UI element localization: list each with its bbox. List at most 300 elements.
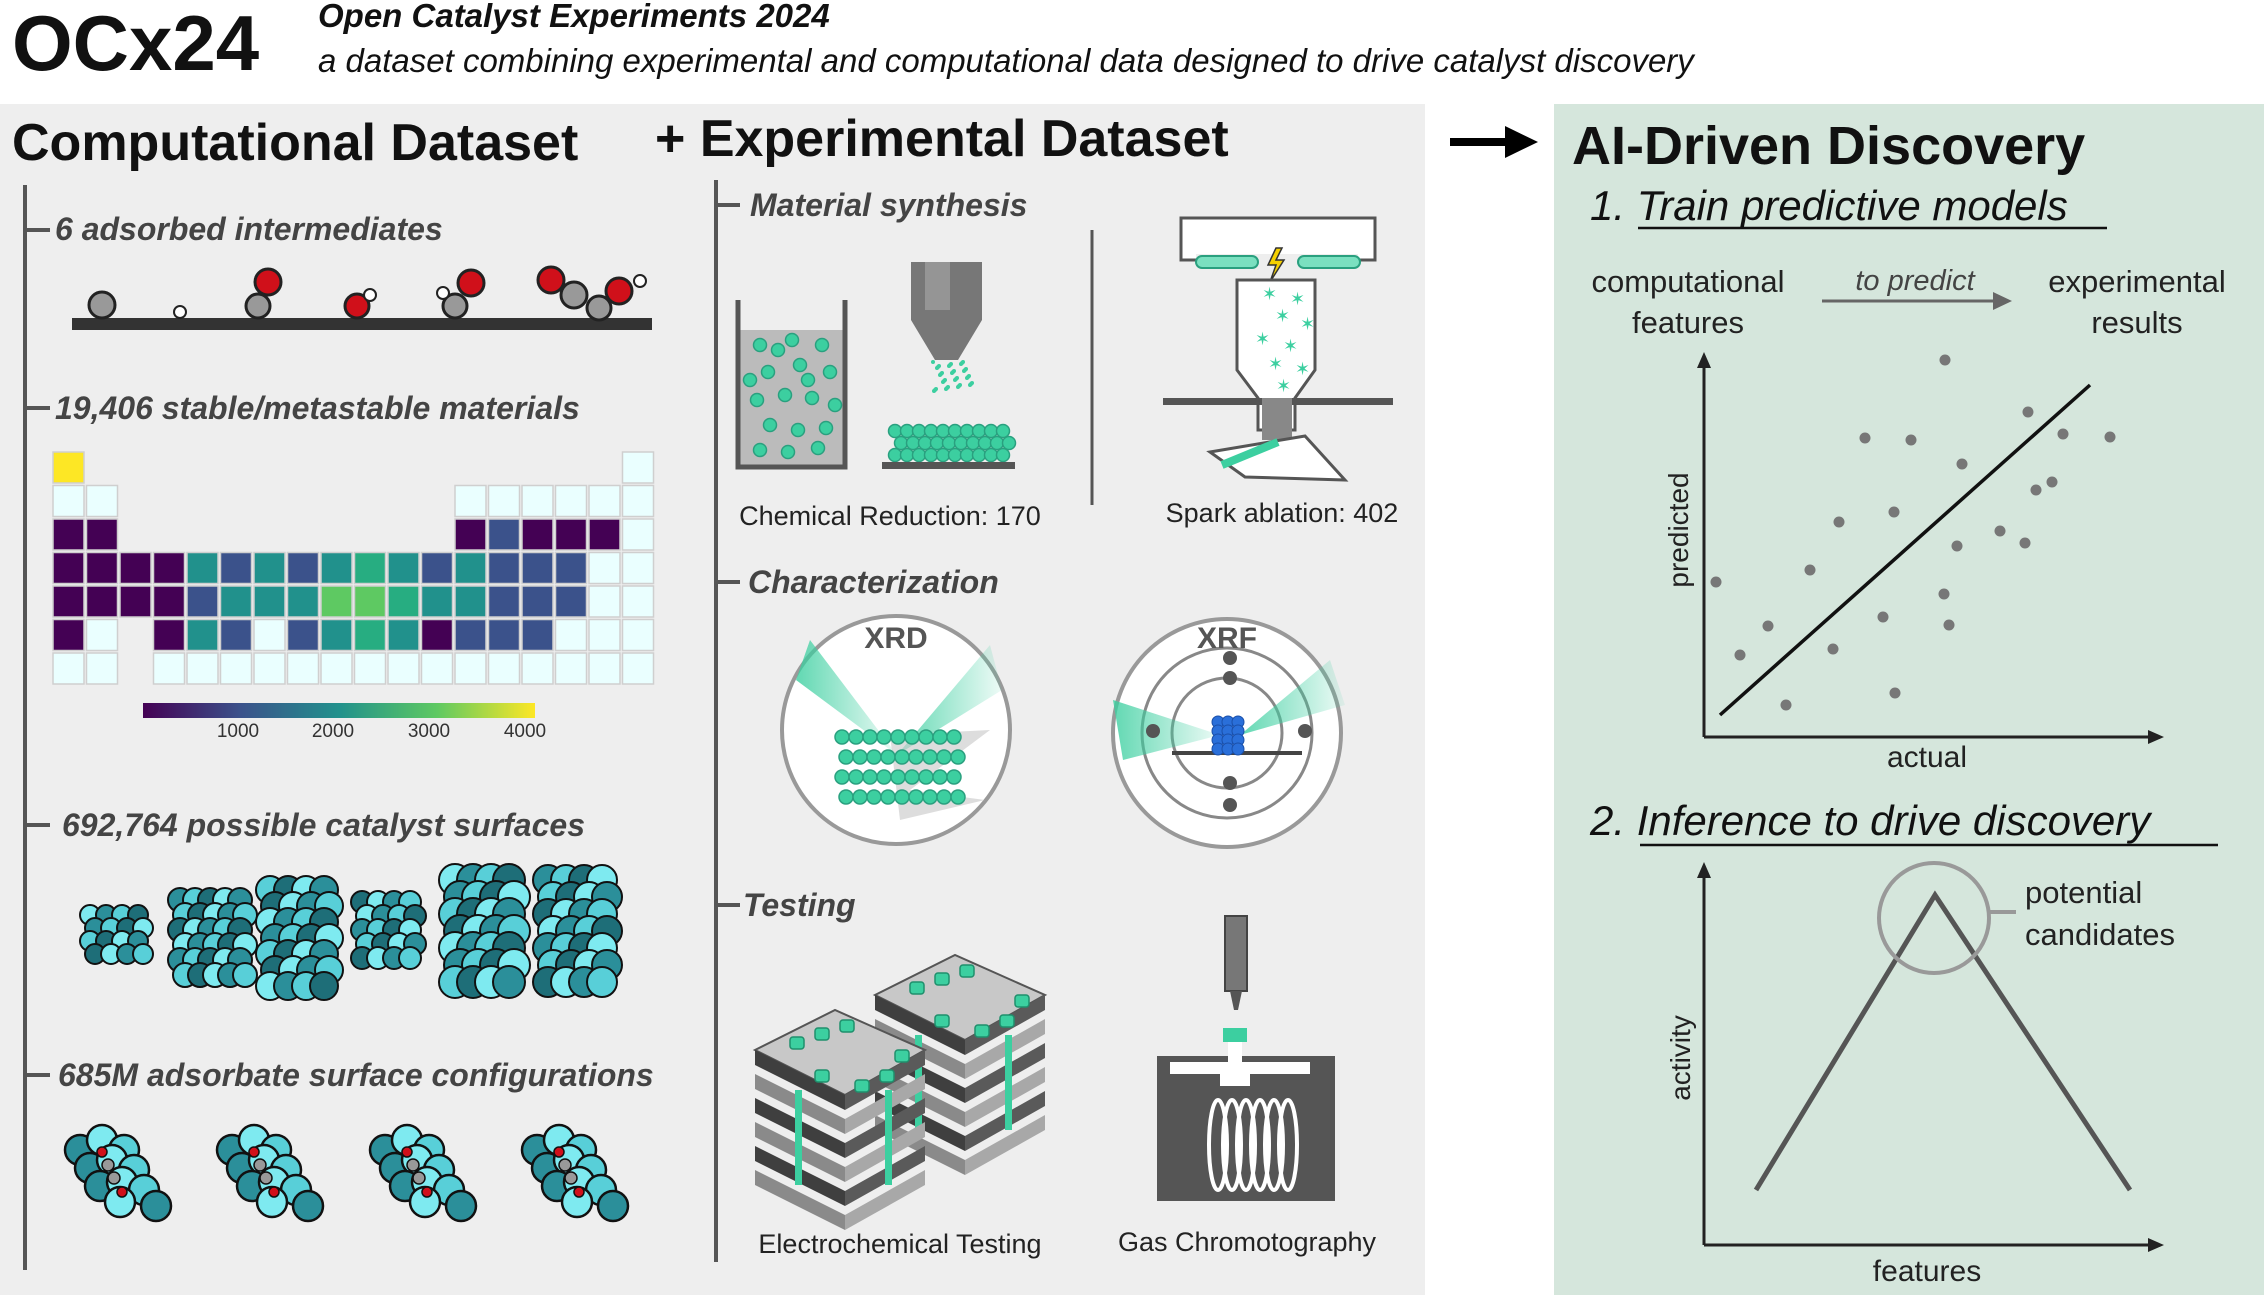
lattice-atom — [919, 730, 933, 744]
element-cell — [556, 586, 587, 617]
testing-label: Testing — [743, 887, 856, 923]
particle — [754, 339, 767, 352]
element-cell — [455, 519, 486, 550]
surfaces-label: 692,764 possible catalyst surfaces — [62, 807, 585, 843]
lattice-atom — [947, 770, 961, 784]
element-cell — [187, 620, 218, 651]
data-point — [1952, 541, 1963, 552]
y-axis-label: activity — [1665, 1015, 1696, 1101]
data-point — [2105, 432, 2116, 443]
particle — [955, 437, 968, 450]
element-cell — [589, 519, 620, 550]
step1-label: 1. Train predictive models — [1590, 182, 2068, 229]
cell-port — [910, 982, 924, 994]
element-cell — [254, 653, 285, 684]
element-cell — [489, 519, 520, 550]
element-cell — [556, 553, 587, 584]
element-cell — [455, 653, 486, 684]
carbon-atom — [407, 1159, 419, 1171]
lattice-atom — [877, 730, 891, 744]
element-cell — [288, 586, 319, 617]
lattice-atom — [849, 730, 863, 744]
element-cell — [120, 553, 151, 584]
surface-atom — [493, 966, 525, 998]
particle — [925, 449, 938, 462]
element-cell — [355, 586, 386, 617]
data-point — [1957, 459, 1968, 470]
candidates-line2: candidates — [2025, 917, 2175, 952]
element-cell — [221, 553, 252, 584]
carbon-atom — [565, 1172, 577, 1184]
carbon-atom — [108, 1172, 120, 1184]
data-point — [1890, 688, 1901, 699]
element-cell — [556, 519, 587, 550]
lattice-atom — [937, 750, 951, 764]
surface-atom — [133, 944, 153, 964]
particle — [786, 334, 799, 347]
data-point — [1834, 517, 1845, 528]
particle — [901, 425, 914, 438]
particle — [782, 446, 795, 459]
droplet — [958, 383, 962, 387]
data-point — [2020, 538, 2031, 549]
oxygen-atom — [606, 278, 632, 304]
lattice-atom — [937, 790, 951, 804]
data-point — [2047, 477, 2058, 488]
element-cell — [87, 486, 118, 517]
element-cell — [623, 452, 654, 483]
lattice-atom — [909, 750, 923, 764]
xrf-diagram — [1113, 619, 1345, 847]
lattice-atom — [877, 770, 891, 784]
lattice-atom — [905, 770, 919, 784]
gas-chrom-label: Gas Chromotography — [1117, 1227, 1377, 1257]
colorbar-tick: 3000 — [407, 721, 451, 742]
element-cell — [187, 653, 218, 684]
element-cell — [53, 486, 84, 517]
characterization-label: Characterization — [748, 564, 999, 600]
cell-port — [935, 973, 949, 985]
cell-port — [895, 1050, 909, 1062]
logo: OCx24 — [12, 0, 260, 87]
droplet — [934, 387, 938, 391]
config-atom — [598, 1191, 628, 1221]
particle — [925, 425, 938, 438]
particle — [931, 437, 944, 450]
carbon-atom — [102, 1159, 114, 1171]
droplet — [964, 367, 968, 371]
carbon-atom — [246, 294, 270, 318]
element-cell — [422, 553, 453, 584]
element-cell — [254, 586, 285, 617]
particle — [967, 437, 980, 450]
cell-channel — [885, 1090, 892, 1185]
oxygen-atom — [574, 1187, 584, 1197]
particle — [751, 394, 764, 407]
xrf-label: XRF — [1197, 622, 1257, 655]
element-cell — [623, 586, 654, 617]
lattice-atom — [853, 750, 867, 764]
lattice-atom — [853, 790, 867, 804]
exp-results-line2: results — [2091, 305, 2183, 340]
data-point — [1944, 620, 1955, 631]
particle — [997, 425, 1010, 438]
element-cell — [321, 553, 352, 584]
droplet — [967, 374, 971, 378]
data-point — [1878, 612, 1889, 623]
colorbar-tick: 2000 — [311, 721, 355, 742]
xrd-diagram — [782, 616, 1010, 844]
element-cell — [455, 486, 486, 517]
lattice-atom — [881, 790, 895, 804]
droplet — [946, 385, 950, 389]
oxygen-atom — [402, 1147, 412, 1157]
particle — [913, 425, 926, 438]
header-subtitle: a dataset combining experimental and computational data designed to drive catalyst discovery — [318, 42, 1694, 79]
element-cell — [455, 620, 486, 651]
element-cell — [489, 586, 520, 617]
surface-atom — [399, 947, 421, 969]
particle — [907, 437, 920, 450]
cell-port — [935, 1015, 949, 1027]
spark-particle: ✶ — [1276, 376, 1292, 397]
particle — [913, 449, 926, 462]
lattice-atom — [867, 750, 881, 764]
element-cell — [53, 620, 84, 651]
electrochem-label: Electrochemical Testing — [758, 1229, 1042, 1259]
comp-features-line1: computational — [1591, 264, 1785, 299]
data-point — [1860, 433, 1871, 444]
x-axis-label: actual — [1886, 741, 1968, 774]
chem-reduction-label: Chemical Reduction: 170 — [739, 501, 1041, 531]
element-cell — [87, 519, 118, 550]
spark-particle: ✶ — [1255, 329, 1271, 350]
element-cell — [589, 653, 620, 684]
x-axis-label: features — [1872, 1255, 1982, 1288]
data-point — [1763, 621, 1774, 632]
element-cell — [455, 586, 486, 617]
lattice-atom — [891, 770, 905, 784]
element-cell — [522, 620, 553, 651]
element-cell — [522, 486, 553, 517]
spark-ablation-label: Spark ablation: 402 — [1165, 498, 1399, 528]
sample-atom — [1232, 743, 1244, 755]
particle — [973, 449, 986, 462]
data-point — [2058, 429, 2069, 440]
element-cell — [522, 653, 553, 684]
to-predict-label: to predict — [1855, 265, 1975, 297]
config-atom — [446, 1191, 476, 1221]
ai-heading: AI-Driven Discovery — [1572, 116, 2086, 176]
oxygen-atom — [458, 270, 484, 296]
droplet — [952, 369, 956, 373]
element-cell — [288, 653, 319, 684]
lattice-atom — [839, 750, 853, 764]
element-cell — [422, 620, 453, 651]
lattice-atom — [835, 730, 849, 744]
lattice-atom — [919, 770, 933, 784]
element-cell — [254, 553, 285, 584]
element-cell — [87, 586, 118, 617]
droplet — [940, 371, 944, 375]
droplet — [970, 381, 974, 385]
hydrogen-atom — [437, 287, 449, 299]
element-cell — [53, 452, 84, 483]
element-cell — [321, 653, 352, 684]
hydrogen-atom — [634, 275, 646, 287]
element-cell — [455, 553, 486, 584]
spark-particle: ✶ — [1300, 314, 1316, 335]
particle — [949, 449, 962, 462]
spark-particle: ✶ — [1268, 354, 1284, 375]
intermediates-label: 6 adsorbed intermediates — [55, 211, 443, 247]
oxygen-atom — [97, 1147, 107, 1157]
element-cell — [589, 486, 620, 517]
cell-port — [960, 965, 974, 977]
particle — [816, 339, 829, 352]
oxygen-atom — [255, 269, 281, 295]
oxygen-atom — [249, 1147, 259, 1157]
element-cell — [623, 653, 654, 684]
configurations-label: 685M adsorbate surface configurations — [58, 1057, 654, 1093]
lattice-atom — [933, 730, 947, 744]
element-cell — [489, 553, 520, 584]
data-point — [1940, 355, 1951, 366]
particle — [937, 425, 950, 438]
element-cell — [489, 486, 520, 517]
particle — [794, 359, 807, 372]
particle — [985, 449, 998, 462]
element-cell — [321, 586, 352, 617]
cell-port — [975, 1025, 989, 1037]
particle — [772, 344, 785, 357]
lattice-atom — [839, 790, 853, 804]
data-point — [1995, 526, 2006, 537]
element-cell — [53, 586, 84, 617]
element-cell — [221, 653, 252, 684]
droplet — [943, 378, 947, 382]
element-cell — [422, 653, 453, 684]
element-cell — [489, 620, 520, 651]
particle — [937, 449, 950, 462]
carbon-atom — [559, 1159, 571, 1171]
particle — [889, 425, 902, 438]
carbon-atom — [89, 292, 115, 318]
data-point — [1711, 577, 1722, 588]
lattice-atom — [933, 770, 947, 784]
element-cell — [388, 653, 419, 684]
particle — [802, 374, 815, 387]
data-point — [1781, 700, 1792, 711]
lattice-atom — [849, 770, 863, 784]
xrd-label: XRD — [864, 622, 928, 655]
surface-atom — [310, 972, 338, 1000]
element-cell — [120, 586, 151, 617]
oxygen-atom — [538, 267, 564, 293]
element-cell — [355, 620, 386, 651]
spark-particle: ✶ — [1262, 284, 1278, 305]
element-cell — [355, 653, 386, 684]
element-cell — [623, 620, 654, 651]
lattice-atom — [863, 770, 877, 784]
particle — [754, 444, 767, 457]
spark-particle: ✶ — [1295, 359, 1311, 380]
candidates-line1: potential — [2025, 875, 2143, 910]
surface-atom — [587, 967, 617, 997]
data-point — [1828, 644, 1839, 655]
cell-port — [880, 1070, 894, 1082]
particle — [1003, 437, 1016, 450]
element-cell — [154, 586, 185, 617]
particle — [949, 425, 962, 438]
lattice-atom — [923, 750, 937, 764]
element-cell — [556, 486, 587, 517]
cell-port — [1015, 995, 1029, 1007]
particle — [792, 424, 805, 437]
exp-results-line1: experimental — [2048, 264, 2226, 299]
lattice-atom — [947, 730, 961, 744]
particle — [764, 419, 777, 432]
particle — [824, 366, 837, 379]
element-cell — [53, 519, 84, 550]
spark-particle: ✶ — [1290, 289, 1306, 310]
particle — [919, 437, 932, 450]
element-cell — [87, 653, 118, 684]
lattice-atom — [923, 790, 937, 804]
element-cell — [355, 553, 386, 584]
lattice-atom — [909, 790, 923, 804]
element-cell — [388, 586, 419, 617]
particle — [744, 374, 757, 387]
element-cell — [589, 620, 620, 651]
droplet — [961, 360, 965, 364]
oxygen-atom — [117, 1187, 127, 1197]
particle — [762, 366, 775, 379]
element-cell — [221, 620, 252, 651]
lattice-atom — [881, 750, 895, 764]
config-atom — [141, 1191, 171, 1221]
header-title: Open Catalyst Experiments 2024 — [318, 0, 830, 34]
carbon-atom — [413, 1172, 425, 1184]
particle — [991, 437, 1004, 450]
materials-label: 19,406 stable/metastable materials — [55, 390, 580, 426]
particle — [829, 399, 842, 412]
lattice-atom — [905, 730, 919, 744]
cell-port — [855, 1080, 869, 1092]
cell-port — [815, 1028, 829, 1040]
config-atom — [293, 1191, 323, 1221]
element-cell — [522, 553, 553, 584]
flow-arrow — [1450, 126, 1538, 158]
element-cell — [87, 553, 118, 584]
element-cell — [489, 653, 520, 684]
particle — [901, 449, 914, 462]
data-point — [1906, 435, 1917, 446]
element-cell — [321, 620, 352, 651]
colorbar-tick: 4000 — [503, 721, 547, 742]
element-cell — [53, 553, 84, 584]
particle — [979, 437, 992, 450]
particle — [961, 449, 974, 462]
cell-port — [790, 1037, 804, 1049]
element-cell — [221, 586, 252, 617]
particle — [961, 425, 974, 438]
element-cell — [623, 553, 654, 584]
droplet — [931, 360, 935, 364]
cell-port — [1000, 1015, 1014, 1027]
carbon-atom — [260, 1172, 272, 1184]
lattice-atom — [951, 750, 965, 764]
particle — [889, 449, 902, 462]
step2-label: 2. Inference to drive discovery — [1590, 797, 2151, 844]
element-cell — [288, 620, 319, 651]
element-cell — [53, 653, 84, 684]
lattice-atom — [895, 790, 909, 804]
particle — [997, 449, 1010, 462]
lattice-atom — [891, 730, 905, 744]
data-point — [1735, 650, 1746, 661]
element-cell — [623, 486, 654, 517]
spark-particle: ✶ — [1283, 336, 1299, 357]
element-cell — [522, 586, 553, 617]
lattice-atom — [867, 790, 881, 804]
particle — [943, 437, 956, 450]
element-cell — [87, 620, 118, 651]
particle — [820, 422, 833, 435]
particle — [895, 437, 908, 450]
colorbar — [143, 703, 535, 718]
particle — [985, 425, 998, 438]
element-cell — [154, 620, 185, 651]
cell-channel — [1005, 1035, 1012, 1130]
element-cell — [154, 653, 185, 684]
particle — [806, 392, 819, 405]
droplet — [955, 376, 959, 380]
particle — [812, 442, 825, 455]
oxygen-atom — [422, 1187, 432, 1197]
element-cell — [187, 553, 218, 584]
surface-atom — [233, 963, 257, 987]
droplet — [949, 362, 953, 366]
element-cell — [187, 586, 218, 617]
oxygen-atom — [269, 1187, 279, 1197]
experimental-heading: + Experimental Dataset — [655, 110, 1229, 168]
element-cell — [154, 553, 185, 584]
y-axis-label: predicted — [1663, 472, 1694, 588]
synthesis-label: Material synthesis — [750, 187, 1028, 223]
data-point — [2023, 407, 2034, 418]
droplet — [937, 364, 941, 368]
oxygen-atom — [554, 1147, 564, 1157]
carbon-atom — [561, 282, 587, 308]
element-cell — [288, 553, 319, 584]
element-cell — [589, 586, 620, 617]
data-point — [1889, 507, 1900, 518]
carbon-atom — [254, 1159, 266, 1171]
data-point — [1939, 589, 1950, 600]
element-cell — [388, 553, 419, 584]
hydrogen-atom — [364, 289, 376, 301]
lattice-atom — [895, 750, 909, 764]
comp-features-line2: features — [1631, 305, 1745, 340]
element-cell — [388, 620, 419, 651]
element-cell — [522, 519, 553, 550]
colorbar-tick: 1000 — [216, 721, 260, 742]
cell-port — [815, 1070, 829, 1082]
lattice-atom — [863, 730, 877, 744]
element-cell — [254, 620, 285, 651]
element-cell — [623, 519, 654, 550]
